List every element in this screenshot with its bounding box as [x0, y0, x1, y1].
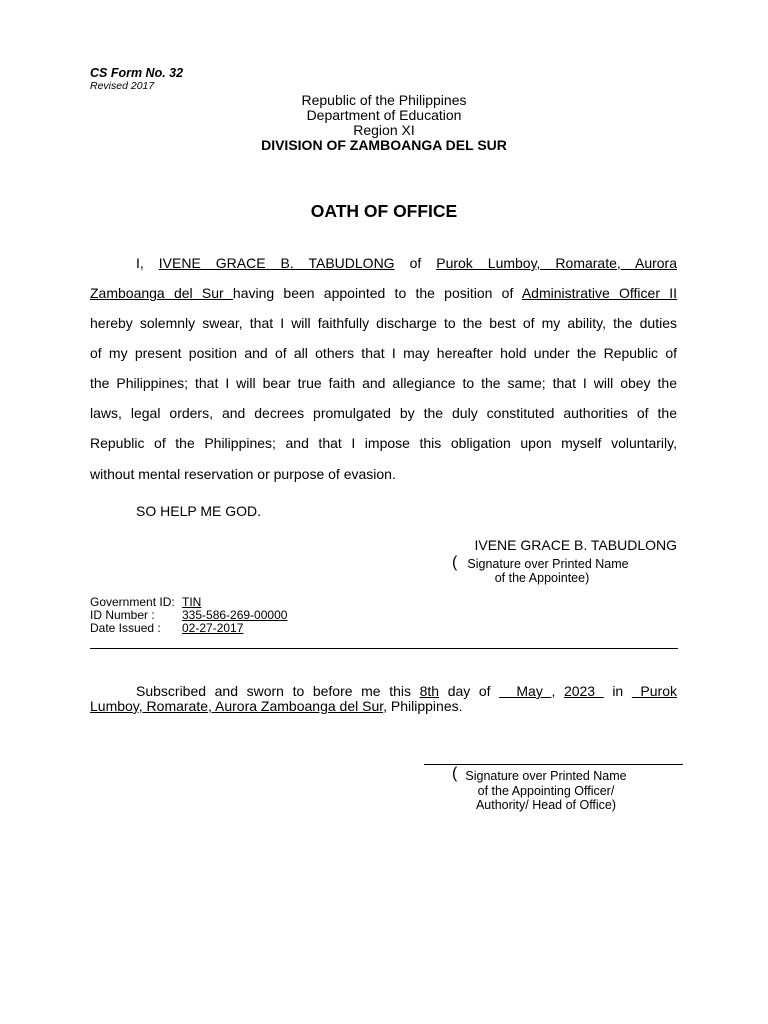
- oath-line-3: hereby solemnly swear, that I will faithfully discharge to the best of my ability, the duties: [90, 315, 677, 331]
- sworn-text-1: Subscribed and sworn to before me this: [136, 683, 411, 699]
- oath-line-2: [90, 285, 677, 301]
- gov-id-label: Government ID:: [90, 595, 175, 609]
- oath-line-4: of my present position and of all others that I may hereafter hold under the Republic of: [90, 345, 677, 361]
- form-revised: Revised 2017: [90, 80, 155, 92]
- address-part-2: Zamboanga del Sur: [90, 285, 233, 301]
- header-division: DIVISION OF ZAMBOANGA DEL SUR: [261, 137, 507, 153]
- id-number-value: 335-586-269-00000: [182, 608, 288, 622]
- id-number-label: ID Number :: [90, 608, 155, 622]
- sworn-place-1: Purok: [631, 683, 678, 699]
- sworn-line-1: [136, 683, 677, 699]
- sworn-day: 8th: [419, 683, 440, 699]
- appointing-signature-line: [424, 764, 683, 765]
- document-title: OATH OF OFFICE: [310, 201, 458, 221]
- appointee-signature-name: IVENE GRACE B. TABUDLONG: [474, 537, 677, 553]
- so-help-me-god: SO HELP ME GOD.: [136, 503, 261, 519]
- oath-i: I,: [136, 255, 144, 271]
- sworn-text-3: in: [612, 683, 624, 699]
- oath-line-7: Republic of the Philippines; and that I impose this obligation upon myself voluntarily,: [90, 435, 677, 451]
- sworn-text-2: day of: [447, 683, 491, 699]
- appointee-caption-2: of the Appointee): [494, 571, 590, 585]
- address-part-1: Purok Lumboy, Romarate, Aurora: [436, 255, 678, 271]
- sworn-line-2: [90, 698, 463, 714]
- form-number: CS Form No. 32: [90, 66, 184, 80]
- header-republic: Republic of the Philippines: [301, 92, 467, 108]
- sworn-month: May: [499, 683, 552, 699]
- oath-line-8: without mental reservation or purpose of evasion.: [90, 466, 396, 482]
- appointing-caption-2: of the Appointing Officer/: [477, 784, 615, 798]
- oath-of: of: [409, 255, 422, 271]
- appointing-caption-paren: (: [452, 765, 458, 782]
- sworn-text-4: , Philippines.: [383, 698, 463, 714]
- section-divider: [90, 648, 678, 649]
- oath-line-1: [136, 255, 677, 271]
- position-title: Administrative Officer II: [521, 285, 678, 301]
- date-issued-label: Date Issued :: [90, 621, 161, 635]
- appointee-name-inline: IVENE GRACE B. TABUDLONG: [158, 255, 395, 271]
- sworn-place-2: Lumboy, Romarate, Aurora Zamboanga del Sur: [90, 698, 384, 714]
- appointed-text: having been appointed to the position of: [232, 285, 514, 301]
- appointee-caption-1: Signature over Printed Name: [467, 557, 629, 571]
- header-department: Department of Education: [306, 107, 462, 123]
- oath-line-5: the Philippines; that I will bear true faith and allegiance to the same; that I will obey the: [90, 375, 677, 391]
- date-issued-value: 02-27-2017: [182, 621, 244, 635]
- sworn-year: 2023: [563, 683, 604, 699]
- gov-id-value: TIN: [182, 595, 202, 609]
- appointing-caption-1: Signature over Printed Name: [465, 769, 627, 783]
- sworn-comma: ,: [551, 683, 556, 699]
- appointing-caption-3: Authority/ Head of Office): [475, 798, 617, 812]
- appointee-caption-paren: (: [452, 554, 458, 571]
- oath-line-6: laws, legal orders, and decrees promulgated by the duly constituted authorities of the: [90, 405, 677, 421]
- header-region: Region XI: [353, 122, 415, 138]
